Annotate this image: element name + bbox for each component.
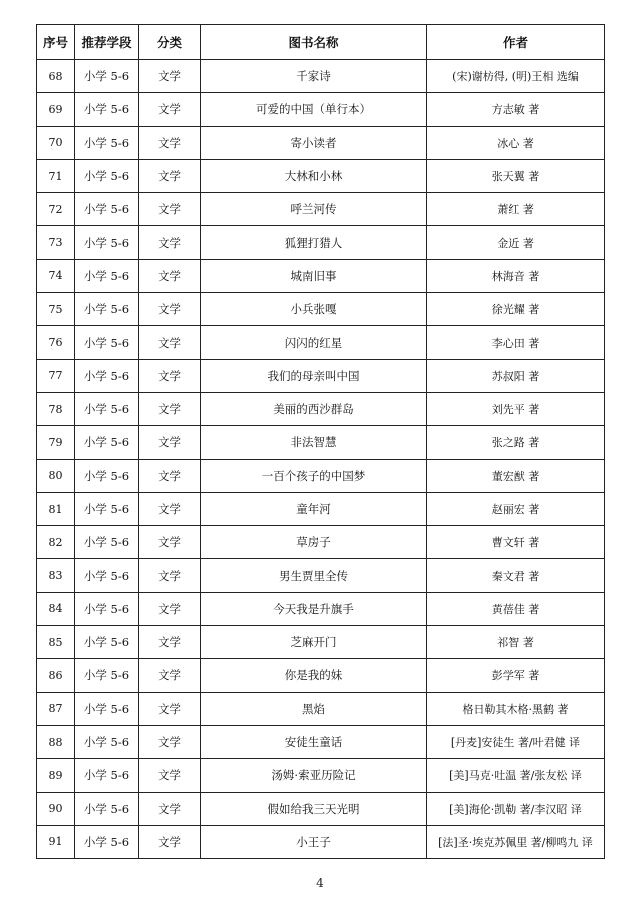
table-row (37, 60, 605, 93)
cell-book-title: 我们的母亲叫中国 (201, 359, 427, 392)
cell-serial-number: 77 (37, 359, 75, 392)
cell-author: [法]圣·埃克苏佩里 著/柳鸣九 译 (427, 825, 605, 858)
cell-serial-number: 85 (37, 626, 75, 659)
cell-author: 金近 著 (427, 226, 605, 259)
table-row (37, 626, 605, 659)
cell-author: [美]海伦·凯勒 著/李汉昭 译 (427, 792, 605, 825)
cell-serial-number: 84 (37, 592, 75, 625)
cell-book-title: 安徒生童话 (201, 725, 427, 758)
cell-author: 秦文君 著 (427, 559, 605, 592)
cell-serial-number: 79 (37, 426, 75, 459)
cell-serial-number: 70 (37, 126, 75, 159)
cell-category: 文学 (139, 60, 201, 93)
cell-recommended-level: 小学 5-6 (75, 60, 139, 93)
cell-recommended-level: 小学 5-6 (75, 725, 139, 758)
cell-category: 文学 (139, 526, 201, 559)
cell-recommended-level: 小学 5-6 (75, 159, 139, 192)
cell-book-title: 狐狸打猎人 (201, 226, 427, 259)
cell-recommended-level: 小学 5-6 (75, 559, 139, 592)
cell-book-title: 草房子 (201, 526, 427, 559)
cell-recommended-level: 小学 5-6 (75, 526, 139, 559)
table-row (37, 193, 605, 226)
cell-book-title: 假如给我三天光明 (201, 792, 427, 825)
table-row (37, 825, 605, 858)
cell-author: 苏叔阳 著 (427, 359, 605, 392)
cell-category: 文学 (139, 392, 201, 425)
cell-author: 曹文轩 著 (427, 526, 605, 559)
cell-recommended-level: 小学 5-6 (75, 392, 139, 425)
cell-book-title: 汤姆·索亚历险记 (201, 759, 427, 792)
cell-category: 文学 (139, 459, 201, 492)
cell-book-title: 你是我的妹 (201, 659, 427, 692)
cell-author: [美]马克·吐温 著/张友松 译 (427, 759, 605, 792)
cell-category: 文学 (139, 825, 201, 858)
cell-recommended-level: 小学 5-6 (75, 326, 139, 359)
cell-category: 文学 (139, 692, 201, 725)
cell-serial-number: 88 (37, 725, 75, 758)
table-row (37, 792, 605, 825)
cell-author: 萧红 著 (427, 193, 605, 226)
cell-serial-number: 68 (37, 60, 75, 93)
cell-category: 文学 (139, 226, 201, 259)
cell-serial-number: 90 (37, 792, 75, 825)
cell-book-title: 小兵张嘎 (201, 293, 427, 326)
cell-serial-number: 83 (37, 559, 75, 592)
cell-book-title: 小王子 (201, 825, 427, 858)
document-sheet (36, 24, 604, 859)
cell-recommended-level: 小学 5-6 (75, 359, 139, 392)
cell-recommended-level: 小学 5-6 (75, 792, 139, 825)
cell-author: 李心田 著 (427, 326, 605, 359)
page-number: 4 (316, 876, 324, 890)
cell-category: 文学 (139, 626, 201, 659)
table-row (37, 692, 605, 725)
cell-category: 文学 (139, 359, 201, 392)
table-header-row (37, 25, 605, 60)
table-row (37, 526, 605, 559)
table-row (37, 592, 605, 625)
cell-category: 文学 (139, 93, 201, 126)
table-row (37, 359, 605, 392)
cell-book-title: 童年河 (201, 492, 427, 525)
cell-serial-number: 87 (37, 692, 75, 725)
cell-serial-number: 81 (37, 492, 75, 525)
cell-serial-number: 78 (37, 392, 75, 425)
cell-category: 文学 (139, 126, 201, 159)
cell-serial-number: 72 (37, 193, 75, 226)
table-row (37, 326, 605, 359)
cell-category: 文学 (139, 259, 201, 292)
table-row (37, 159, 605, 192)
cell-author: 黄蓓佳 著 (427, 592, 605, 625)
cell-serial-number: 82 (37, 526, 75, 559)
cell-author: [丹麦]安徒生 著/叶君健 译 (427, 725, 605, 758)
cell-serial-number: 86 (37, 659, 75, 692)
cell-serial-number: 74 (37, 259, 75, 292)
cell-author: 彭学军 著 (427, 659, 605, 692)
cell-author: 林海音 著 (427, 259, 605, 292)
cell-category: 文学 (139, 759, 201, 792)
book-list-table (36, 24, 605, 859)
cell-recommended-level: 小学 5-6 (75, 592, 139, 625)
cell-category: 文学 (139, 159, 201, 192)
cell-recommended-level: 小学 5-6 (75, 259, 139, 292)
cell-book-title: 大林和小林 (201, 159, 427, 192)
cell-category: 文学 (139, 293, 201, 326)
cell-recommended-level: 小学 5-6 (75, 459, 139, 492)
cell-recommended-level: 小学 5-6 (75, 692, 139, 725)
cell-book-title: 芝麻开门 (201, 626, 427, 659)
cell-recommended-level: 小学 5-6 (75, 759, 139, 792)
cell-category: 文学 (139, 659, 201, 692)
cell-category: 文学 (139, 559, 201, 592)
cell-author: 祁智 著 (427, 626, 605, 659)
cell-book-title: 呼兰河传 (201, 193, 427, 226)
cell-recommended-level: 小学 5-6 (75, 193, 139, 226)
cell-author: 刘先平 著 (427, 392, 605, 425)
table-row (37, 126, 605, 159)
cell-recommended-level: 小学 5-6 (75, 293, 139, 326)
cell-book-title: 黑焰 (201, 692, 427, 725)
cell-category: 文学 (139, 426, 201, 459)
header-author: 作者 (427, 25, 605, 60)
cell-book-title: 美丽的西沙群岛 (201, 392, 427, 425)
cell-author: 赵丽宏 著 (427, 492, 605, 525)
table-row (37, 226, 605, 259)
table-row (37, 759, 605, 792)
table-row (37, 259, 605, 292)
cell-author: (宋)谢枋得, (明)王相 选编 (427, 60, 605, 93)
table-row (37, 93, 605, 126)
cell-author: 冰心 著 (427, 126, 605, 159)
cell-serial-number: 71 (37, 159, 75, 192)
cell-recommended-level: 小学 5-6 (75, 492, 139, 525)
cell-serial-number: 89 (37, 759, 75, 792)
cell-author: 张天翼 著 (427, 159, 605, 192)
cell-serial-number: 73 (37, 226, 75, 259)
cell-book-title: 今天我是升旗手 (201, 592, 427, 625)
cell-book-title: 非法智慧 (201, 426, 427, 459)
table-row (37, 392, 605, 425)
header-book-title: 图书名称 (201, 25, 427, 60)
cell-book-title: 闪闪的红星 (201, 326, 427, 359)
cell-author: 格日勒其木格·黑鹤 著 (427, 692, 605, 725)
cell-book-title: 城南旧事 (201, 259, 427, 292)
cell-author: 张之路 著 (427, 426, 605, 459)
cell-category: 文学 (139, 326, 201, 359)
header-category: 分类 (139, 25, 201, 60)
cell-book-title: 男生贾里全传 (201, 559, 427, 592)
table-row (37, 559, 605, 592)
table-row (37, 492, 605, 525)
cell-recommended-level: 小学 5-6 (75, 426, 139, 459)
table-row (37, 659, 605, 692)
table-row (37, 293, 605, 326)
table-row (37, 725, 605, 758)
cell-category: 文学 (139, 592, 201, 625)
cell-author: 董宏猷 著 (427, 459, 605, 492)
header-recommended-level: 推荐学段 (75, 25, 139, 60)
table-row (37, 426, 605, 459)
cell-serial-number: 80 (37, 459, 75, 492)
cell-book-title: 一百个孩子的中国梦 (201, 459, 427, 492)
cell-recommended-level: 小学 5-6 (75, 825, 139, 858)
header-serial-number: 序号 (37, 25, 75, 60)
cell-category: 文学 (139, 792, 201, 825)
cell-author: 徐光耀 著 (427, 293, 605, 326)
cell-serial-number: 91 (37, 825, 75, 858)
table-body (37, 60, 605, 859)
cell-recommended-level: 小学 5-6 (75, 659, 139, 692)
cell-book-title: 千家诗 (201, 60, 427, 93)
cell-recommended-level: 小学 5-6 (75, 126, 139, 159)
cell-recommended-level: 小学 5-6 (75, 93, 139, 126)
cell-category: 文学 (139, 193, 201, 226)
cell-book-title: 可爱的中国（单行本） (201, 93, 427, 126)
cell-serial-number: 69 (37, 93, 75, 126)
cell-author: 方志敏 著 (427, 93, 605, 126)
cell-serial-number: 76 (37, 326, 75, 359)
cell-recommended-level: 小学 5-6 (75, 226, 139, 259)
table-row (37, 459, 605, 492)
cell-category: 文学 (139, 725, 201, 758)
cell-serial-number: 75 (37, 293, 75, 326)
cell-recommended-level: 小学 5-6 (75, 626, 139, 659)
cell-category: 文学 (139, 492, 201, 525)
cell-book-title: 寄小读者 (201, 126, 427, 159)
